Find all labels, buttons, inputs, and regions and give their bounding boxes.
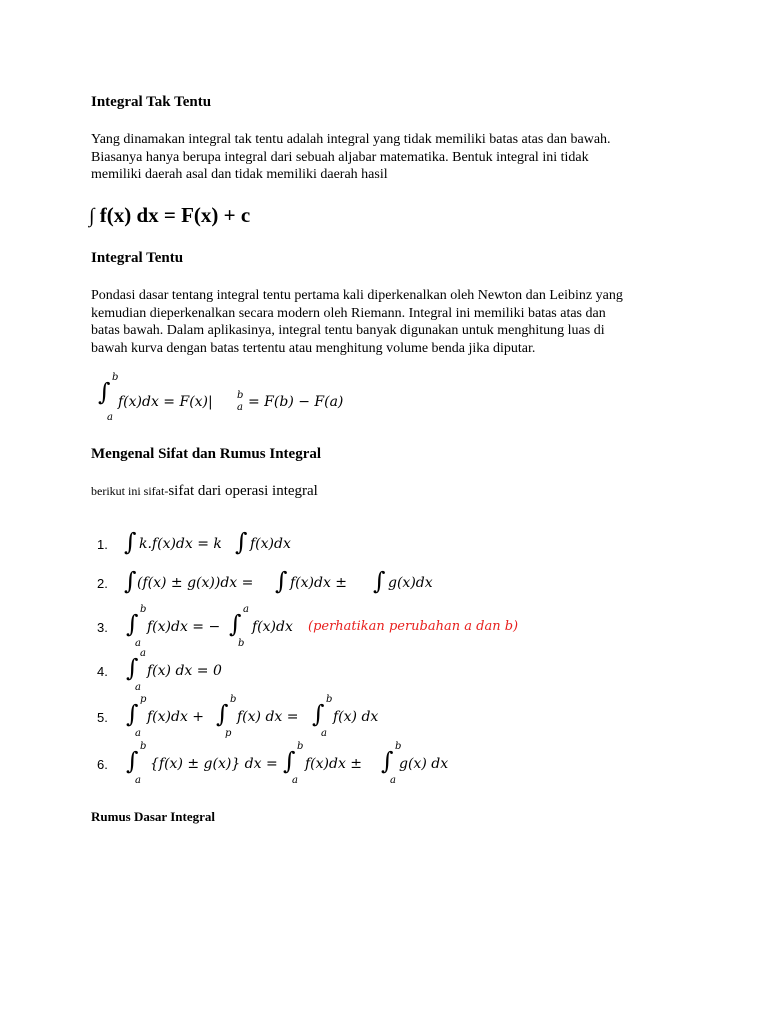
lower-limit: p xyxy=(225,728,232,739)
integral-symbol-icon: ∫ xyxy=(229,610,242,638)
paragraph-tentu xyxy=(91,287,691,357)
upper-limit: b xyxy=(326,694,333,705)
paragraph-line: Biasanya hanya berupa integral dari sebuah aljabar matematika. Bentuk integral ini tidak xyxy=(91,149,589,165)
integral-symbol-icon: ∫ xyxy=(124,528,137,556)
property-4 xyxy=(97,650,397,694)
intro-text: sifat dari operasi integral xyxy=(168,483,318,499)
lower-limit: a xyxy=(135,682,141,693)
heading-integral-tak-tentu: Integral Tak Tentu xyxy=(91,94,212,110)
lower-limit: a xyxy=(107,412,113,423)
property-expr: f(x) dx = 0 xyxy=(147,663,222,679)
property-number: 6. xyxy=(97,757,108,772)
integral-symbol-icon: ∫ xyxy=(312,700,325,728)
formula-text: f(x) dx = F(x) + c xyxy=(99,203,251,227)
integral-symbol-icon: ∫ xyxy=(216,700,229,728)
property-number: 5. xyxy=(97,710,108,725)
heading-integral-tentu: Integral Tentu xyxy=(91,250,184,266)
integral-symbol-icon: ∫ xyxy=(373,567,386,595)
upper-limit: b xyxy=(230,694,237,705)
lower-limit: a xyxy=(292,775,298,786)
property-expr-right: f(x)dx xyxy=(250,536,291,552)
paragraph-line: memiliki daerah asal dan tidak memiliki daerah hasil xyxy=(91,167,388,182)
formula-indefinite-integral xyxy=(89,203,250,228)
property-note: (perhatikan perubahan a dan b) xyxy=(308,619,519,634)
integral-symbol-icon: ∫ xyxy=(381,747,394,775)
upper-limit: b xyxy=(297,741,304,752)
upper-limit: p xyxy=(140,694,147,705)
upper-limit: b xyxy=(395,741,402,752)
integral-symbol-icon: ∫ xyxy=(126,610,139,638)
formula-rest: = F(b) − F(a) xyxy=(248,394,344,410)
lower-limit: a xyxy=(390,775,396,786)
lower-limit: a xyxy=(135,728,141,739)
property-expr-left: (f(x) ± g(x))dx = xyxy=(137,575,254,591)
upper-limit: b xyxy=(140,604,147,615)
integral-symbol-icon: ∫ xyxy=(89,205,95,227)
paragraph-line: Yang dinamakan integral tak tentu adalah integral yang tidak memiliki batas atas dan bawah. xyxy=(91,132,611,147)
upper-limit: a xyxy=(243,604,249,615)
property-expr-left: k.f(x)dx = k xyxy=(139,536,222,552)
intro-text-small: berikut ini sifat- xyxy=(91,484,169,498)
integral-symbol-icon: ∫ xyxy=(124,567,137,595)
property-expr-right: f(x) dx xyxy=(333,709,379,725)
property-1 xyxy=(97,528,497,562)
paragraph-line: kemudian dieperkenalkan secara modern oleh Riemann. Integral ini memiliki batas atas dan xyxy=(91,305,606,321)
integral-symbol-icon: ∫ xyxy=(126,747,139,775)
upper-limit: a xyxy=(140,648,146,659)
property-6 xyxy=(97,743,517,787)
paragraph-line: bawah kurva dengan batas tertentu atau menghitung volume benda jika diputar. xyxy=(91,340,536,356)
property-expr-mid: f(x) dx = xyxy=(237,709,299,725)
paragraph-line: batas bawah. Dalam aplikasinya, integral tentu banyak digunakan untuk menghitung luas di xyxy=(91,323,605,338)
lower-limit: a xyxy=(135,638,141,649)
property-expr-mid: f(x)dx ± xyxy=(305,756,363,772)
sifat-intro xyxy=(91,483,318,500)
property-2 xyxy=(97,567,497,601)
lower-limit: a xyxy=(135,775,141,786)
property-expr-left: {f(x) ± g(x)} dx = xyxy=(150,756,278,772)
bar-lower: a xyxy=(237,402,243,413)
property-expr-mid: f(x)dx ± xyxy=(290,575,348,591)
integral-symbol-icon: ∫ xyxy=(98,378,111,406)
bar-upper: b xyxy=(237,390,244,401)
lower-limit: a xyxy=(321,728,327,739)
lower-limit: b xyxy=(238,638,245,649)
integral-symbol-icon: ∫ xyxy=(126,700,139,728)
property-number: 4. xyxy=(97,664,108,679)
integral-symbol-icon: ∫ xyxy=(235,528,248,556)
property-5 xyxy=(97,696,497,740)
formula-body: f(x)dx = F(x)| xyxy=(118,394,213,410)
formula-definite-integral xyxy=(98,372,398,428)
paragraph-tak-tentu xyxy=(91,131,691,184)
integral-symbol-icon: ∫ xyxy=(283,747,296,775)
upper-limit: b xyxy=(140,741,147,752)
heading-sifat-rumus: Mengenal Sifat dan Rumus Integral xyxy=(91,446,322,462)
integral-symbol-icon: ∫ xyxy=(275,567,288,595)
property-expr-left: f(x)dx = − xyxy=(147,619,221,635)
upper-limit: b xyxy=(112,372,119,383)
property-expr-left: f(x)dx + xyxy=(147,709,205,725)
paragraph-line: Pondasi dasar tentang integral tentu pertama kali diperkenalkan oleh Newton dan Leibinz yang xyxy=(91,288,623,303)
property-number: 3. xyxy=(97,620,108,635)
integral-symbol-icon: ∫ xyxy=(126,654,139,682)
property-number: 2. xyxy=(97,576,108,591)
property-number: 1. xyxy=(97,537,108,552)
property-expr-right: g(x)dx xyxy=(388,575,433,591)
property-expr-right: f(x)dx xyxy=(252,619,293,635)
property-expr-right: g(x) dx xyxy=(399,756,449,772)
heading-rumus-dasar: Rumus Dasar Integral xyxy=(91,809,215,824)
property-3 xyxy=(97,606,557,650)
